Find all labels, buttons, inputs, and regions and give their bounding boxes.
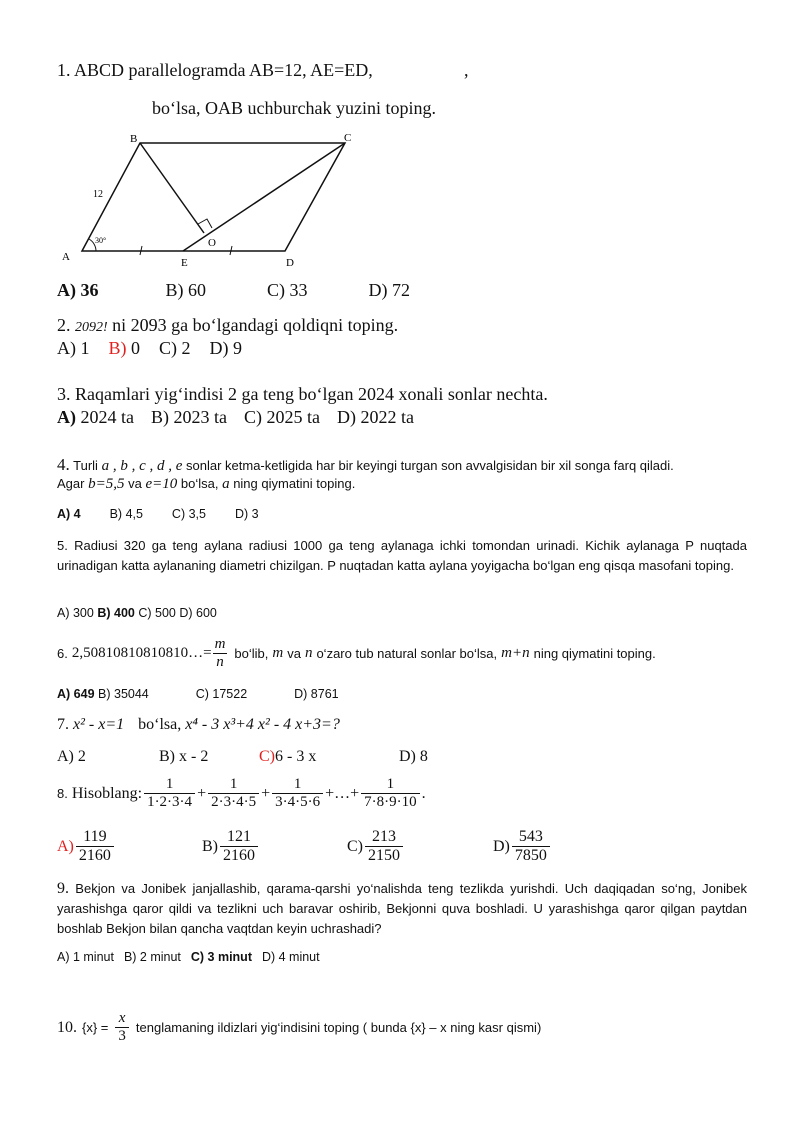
label-o: O [208, 237, 216, 249]
q7-option-a[interactable]: A) 2 [57, 748, 86, 765]
q9-option-a[interactable]: A) 1 minut [57, 950, 114, 964]
q4-option-b[interactable]: B) 4,5 [109, 507, 143, 521]
q6-option-a[interactable]: A) 649 [57, 687, 95, 701]
q6-text2: o‘zaro tub natural sonlar bo‘lsa, [316, 646, 498, 662]
q8-term2-den: 2·3·4·5 [208, 793, 259, 811]
q4-text3: ning qiymatini toping. [233, 476, 356, 491]
q8-option-c-frac [365, 828, 403, 866]
q8-option-a-letter: A) [57, 837, 74, 855]
q8-option-d-num: 543 [518, 828, 543, 845]
q8-term1 [144, 776, 195, 812]
q7-option-c-letter[interactable]: C) [259, 748, 275, 765]
segment-ce [183, 143, 345, 251]
q4-text2: bo‘lsa, [180, 476, 219, 491]
q8-options [57, 828, 552, 866]
q8-option-d-letter: D) [493, 837, 510, 855]
q6-fraction [212, 636, 229, 672]
q6-decimal: 2,50810810810810…= [71, 645, 212, 662]
q7-option-d[interactable]: D) 8 [399, 748, 428, 765]
q1-option-b[interactable]: B) 60 [165, 280, 206, 300]
q6-fraction-den: n [213, 653, 227, 671]
q3-text: 3. Raqamlari yig‘indisi 2 ga teng bo‘lgan 2024 xonali sonlar nechta. [57, 384, 548, 404]
q8-term3-den: 3·4·5·6 [272, 793, 323, 811]
q9-body: Bekjon va Jonibek janjallashib, qarama-qarshi yo‘nalishda teng tezlikda yurishdi. Uch daqiqadan so‘ng, Jonibek yarashishga qaror qildi va tezlikni uch baravar oshirib, Bekjonni quva boshladi. U yarashishga qaror qilgan paytdan boshlab Bekjon bilan qancha vaqtdan keyin uchrashadi? [57, 881, 747, 936]
q6-option-c[interactable]: C) 17522 [195, 687, 248, 701]
q4-text1: sonlar ketma-ketligida har bir keyingi turgan son avvalgisidan bir xil songa farq qiladi. [186, 458, 674, 473]
q1-comma: , [464, 60, 469, 80]
q2-factorial: 2092! [75, 320, 108, 335]
q1-options [57, 280, 410, 301]
q10-fraction-den: 3 [115, 1027, 129, 1045]
q9-option-c[interactable]: C) 3 minut [190, 950, 252, 964]
q4-a-var: a [222, 476, 230, 492]
q6-m-plus-n: m+n [501, 645, 530, 662]
q8-hisoblang: Hisoblang: [71, 784, 143, 802]
q10-lhs: {x} = [82, 1020, 109, 1036]
q2-options [57, 338, 242, 359]
q7-number: 7. [57, 716, 69, 733]
q6-n: n [304, 645, 313, 662]
q2-option-a[interactable]: A) 1 [57, 338, 90, 358]
q2-option-c[interactable]: C) 2 [159, 338, 191, 358]
q8-plus1: + [197, 784, 207, 802]
q3-option-b[interactable]: B) 2023 ta [151, 407, 227, 427]
q10-fraction [115, 1010, 129, 1046]
q4-b-value: b=5,5 [88, 476, 125, 492]
label-12: 12 [93, 189, 103, 200]
q6-number: 6. [57, 646, 68, 662]
q5-options [57, 606, 217, 620]
q8-option-a-frac [76, 828, 114, 866]
q2-option-b-value[interactable]: 0 [126, 338, 140, 358]
q2-text [57, 315, 398, 336]
q4-line1 [57, 455, 674, 475]
q6-text [57, 636, 656, 672]
q5-option-d[interactable]: D) 600 [179, 606, 217, 620]
q6-option-d[interactable]: D) 8761 [294, 687, 339, 701]
q8-option-c-letter: C) [347, 837, 363, 855]
q7-text [57, 716, 340, 734]
q6-text3: ning qiymatini toping. [533, 646, 656, 662]
q8-term3-num: 1 [293, 776, 302, 792]
q8-option-c-den: 2150 [365, 846, 403, 865]
q8-option-d-den: 7850 [512, 846, 550, 865]
q9-number: 9. [57, 880, 69, 897]
q2-body: ni 2093 ga bo‘lgandagi qoldiqni toping. [107, 315, 399, 335]
q8-option-d-frac [512, 828, 550, 866]
q8-option-a-num: 119 [83, 828, 107, 845]
q10-text [57, 1010, 541, 1046]
q8-term4 [361, 776, 420, 812]
q4-options [57, 507, 259, 521]
q8-term4-num: 1 [386, 776, 395, 792]
label-d: D [286, 257, 294, 269]
q4-va: va [128, 476, 142, 491]
q2-number: 2. [57, 315, 71, 335]
q3-options [57, 407, 414, 428]
q6-text1: bo‘lib, [234, 646, 269, 662]
q8-option-b-den: 2160 [220, 846, 258, 865]
q8-end: . [421, 784, 426, 802]
q6-options [57, 687, 339, 701]
q8-option-a-den: 2160 [76, 846, 114, 865]
q9-option-b[interactable]: B) 2 minut [123, 950, 181, 964]
q4-e-value: e=10 [145, 476, 178, 492]
q8-term3 [272, 776, 323, 812]
q8-term4-den: 7·8·9·10 [361, 793, 420, 811]
q6-fraction-num: m [214, 636, 226, 652]
q8-option-c[interactable] [347, 828, 493, 866]
q2-option-d[interactable]: D) 9 [209, 338, 242, 358]
label-a: A [62, 251, 70, 263]
q8-plus2: + [261, 784, 271, 802]
q8-text [57, 776, 426, 812]
q2-option-b-letter[interactable]: B) [108, 338, 127, 358]
q4-line2 [57, 476, 355, 493]
label-e: E [181, 257, 188, 269]
q8-option-d[interactable] [493, 828, 552, 866]
q8-option-b[interactable] [202, 828, 347, 866]
q10-fraction-num: x [118, 1010, 126, 1026]
q8-number: 8. [57, 786, 68, 802]
q9-text [57, 879, 747, 939]
q6-va: va [287, 646, 301, 662]
q9-options [57, 950, 320, 964]
q8-term2-num: 1 [229, 776, 238, 792]
q8-option-c-num: 213 [372, 828, 396, 845]
q4-turli: Turli [73, 458, 98, 473]
q9-option-d[interactable]: D) 4 minut [261, 950, 320, 964]
q8-option-a[interactable] [57, 828, 202, 866]
q5-option-b[interactable]: B) 400 [97, 606, 135, 620]
q5-option-a[interactable]: A) 300 [57, 606, 94, 620]
q5-option-c[interactable]: C) 500 [138, 606, 176, 620]
q3-option-a-letter[interactable]: A) [57, 407, 76, 427]
q8-option-b-num: 121 [227, 828, 251, 845]
q8-term1-den: 1·2·3·4 [144, 793, 195, 811]
q10-number: 10. [57, 1018, 77, 1036]
q1-option-c[interactable]: C) 33 [267, 280, 308, 300]
q6-m: m [272, 645, 284, 662]
q3-option-c[interactable]: C) 2025 ta [244, 407, 320, 427]
q8-option-b-letter: B) [202, 837, 218, 855]
q7-options [57, 748, 428, 766]
q7-option-c-value[interactable]: 6 - 3 x [275, 748, 317, 765]
q6-option-b[interactable]: B) 35044 [98, 687, 149, 701]
q7-option-b[interactable]: B) x - 2 [159, 748, 209, 765]
q3-option-d[interactable]: D) 2022 ta [337, 407, 414, 427]
q8-term2 [208, 776, 259, 812]
segment-bo [140, 143, 204, 233]
q1-line1: 1. ABCD parallelogramda AB=12, AE=ED, [57, 60, 373, 80]
q1-option-d[interactable]: D) 72 [368, 280, 410, 300]
q7-bolsa: bo‘lsa, [138, 716, 182, 733]
q4-option-c[interactable]: C) 3,5 [171, 507, 206, 521]
q4-number: 4. [57, 455, 70, 474]
q10-body: tenglamaning ildizlari yig‘indisini toping ( bunda {x} – x ning kasr qismi) [135, 1020, 542, 1036]
q1-line2: bo‘lsa, OAB uchburchak yuzini toping. [152, 98, 436, 118]
q7-equation1: x² - x=1 [73, 716, 125, 733]
q1-parallelogram-figure [0, 0, 800, 280]
q1-option-a[interactable]: A) 36 [57, 280, 99, 300]
q8-term1-num: 1 [165, 776, 174, 792]
q4-option-a[interactable]: A) 4 [57, 507, 81, 521]
q3-option-a-value[interactable]: 2024 ta [76, 407, 134, 427]
q7-equation2: x⁴ - 3 x³+4 x² - 4 x+3=? [185, 716, 340, 733]
q8-dots: +…+ [325, 784, 360, 802]
label-angle: 30° [95, 236, 107, 245]
q4-variables: a , b , c , d , e [101, 458, 183, 474]
q4-option-d[interactable]: D) 3 [234, 507, 259, 521]
label-b: B [130, 133, 138, 145]
q8-option-b-frac [220, 828, 258, 866]
q5-text: 5. Radiusi 320 ga teng aylana radiusi 1000 ga teng aylanaga ichki tomondan urinadi. Kichik aylanaga P nuqtada urinadigan katta aylananing diametri chizilgan. P nuqtadan katta aylana yoyigacha bo‘lgan eng qisqa masofani toping. [57, 538, 747, 573]
parallelogram-abcd [82, 143, 345, 251]
label-c: C [344, 132, 352, 144]
q4-agar: Agar [57, 476, 85, 491]
